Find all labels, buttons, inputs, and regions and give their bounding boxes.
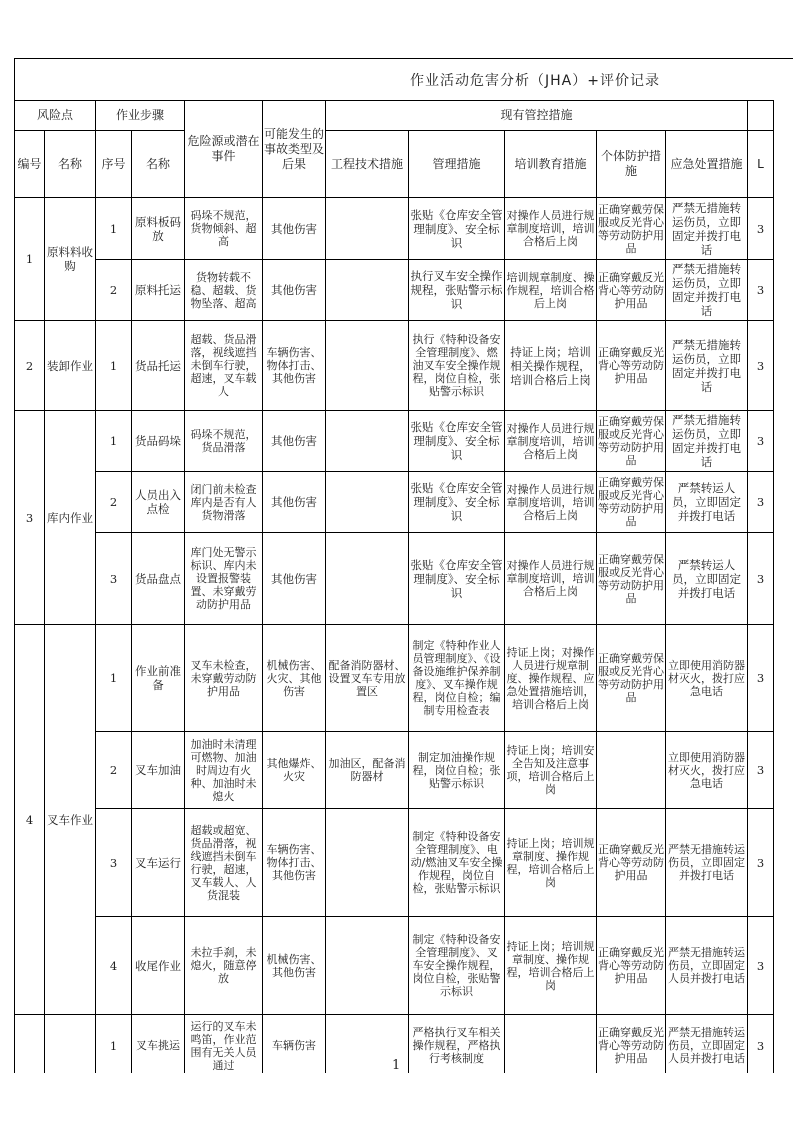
training-cell: 培训规章制度、操作规程，培训合格后上岗 — [505, 260, 597, 321]
l-cell: 3 — [748, 472, 774, 533]
accident-cell: 车辆伤害、物体打击、其他伤害 — [263, 321, 326, 411]
l-cell: 3 — [748, 732, 774, 809]
hazard-cell: 码垛不规范，货品滑落 — [185, 411, 263, 472]
l-cell: 3 — [748, 321, 774, 411]
emergency-cell: 立即使用消防器材灭火，拨打应急电话 — [666, 625, 748, 732]
step-seq: 2 — [96, 732, 132, 809]
table-row — [15, 732, 774, 809]
accident-cell: 机械伤害、其他伤害 — [263, 917, 326, 1015]
accident-cell: 机械伤害、火灾、其他伤害 — [263, 625, 326, 732]
l-cell: 3 — [748, 917, 774, 1015]
training-cell: 持证上岗；培训规章制度、操作规程，培训合格后上岗 — [505, 809, 597, 917]
header-seq: 序号 — [96, 131, 132, 198]
l-cell: 3 — [748, 809, 774, 917]
step-name: 人员出入点检 — [132, 472, 185, 533]
accident-cell: 其他伤害 — [263, 198, 326, 260]
management-cell: 制定《特种作业人员管理制度》、《设备设施维护保养制度》、叉车操作规程，岗位自检；编制专用检查表 — [409, 625, 505, 732]
ppe-cell: 正确穿戴反光背心等劳动防护用品 — [597, 809, 666, 917]
hazard-cell: 超载或超宽、货品滑落，视线遮挡未倒车行驶，超速，叉车载人、人货混装 — [185, 809, 263, 917]
training-cell: 持证上岗；培训规章制度、操作规程，培训合格后上岗 — [505, 917, 597, 1015]
step-seq: 1 — [96, 411, 132, 472]
hazard-cell: 闭门前未检查库内是否有人 货物滑落 — [185, 472, 263, 533]
header-name: 名称 — [45, 131, 96, 198]
training-cell: 持证上岗；对操作人员进行规章制度、操作规程、应急处置措施培训，培训合格后上岗 — [505, 625, 597, 732]
header-work-steps: 作业步骤 — [96, 101, 185, 131]
emergency-cell: 严禁转运人员，立即固定并拨打电话 — [666, 533, 748, 625]
training-cell: 持证上岗；培训相关操作规程，培训合格后上岗 — [505, 321, 597, 411]
group-no: 2 — [15, 321, 45, 411]
group-no: 4 — [15, 625, 45, 1015]
step-name: 货品盘点 — [132, 533, 185, 625]
step-name: 叉车运行 — [132, 809, 185, 917]
management-cell: 张贴《仓库安全管理制度》、安全标识 — [409, 411, 505, 472]
header-ppe: 个体防护措施 — [597, 131, 666, 198]
header-existing-controls: 现有管控措施 — [326, 101, 748, 131]
accident-cell: 其他伤害 — [263, 411, 326, 472]
header-step-name: 名称 — [132, 131, 185, 198]
ppe-cell: 正确穿戴劳保服或反光背心等劳动防护用品 — [597, 625, 666, 732]
title-row-border — [14, 58, 793, 100]
management-cell: 执行叉车安全操作规程，张贴警示标识 — [409, 260, 505, 321]
header-row-1 — [15, 101, 774, 131]
ppe-cell — [597, 732, 666, 809]
management-cell: 制定《特种设备安全管理制度》、电动/燃油叉车安全操作规程，岗位自检，张贴警示标识 — [409, 809, 505, 917]
step-seq: 3 — [96, 809, 132, 917]
emergency-cell: 严禁无措施转运伤员，立即固定人员并拨打电话 — [666, 1015, 748, 1077]
hazard-cell: 货物转载不稳、超载、货物坠落、超高 — [185, 260, 263, 321]
engineering-cell — [326, 533, 409, 625]
management-cell: 张贴《仓库安全管理制度》、安全标识 — [409, 533, 505, 625]
emergency-cell: 严禁无措施转运伤员，立即固定并拨打电话 — [666, 321, 748, 411]
emergency-cell: 严禁无措施转运伤员，立即固定并拨打电话 — [666, 198, 748, 260]
step-name: 货品码垛 — [132, 411, 185, 472]
page-number: 1 — [392, 1058, 401, 1073]
accident-cell: 其他伤害 — [263, 260, 326, 321]
page-bottom-margin — [0, 1073, 793, 1133]
engineering-cell — [326, 917, 409, 1015]
header-hazard: 危险源或潜在事件 — [185, 101, 263, 198]
table-row — [15, 411, 774, 472]
emergency-cell: 严禁无措施转运伤员，立即固定并拨打电话 — [666, 809, 748, 917]
training-cell: 持证上岗；培训安全告知及注意事项，培训合格后上岗 — [505, 732, 597, 809]
training-cell — [505, 1015, 597, 1077]
accident-cell: 其他爆炸、火灾 — [263, 732, 326, 809]
emergency-cell: 严禁无措施转运伤员，立即固定人员并拨打电话 — [666, 917, 748, 1015]
group-name: 原料料收购 — [45, 198, 96, 321]
l-cell: 3 — [748, 411, 774, 472]
step-name: 叉车加油 — [132, 732, 185, 809]
table-row — [15, 472, 774, 533]
group-name: 装卸作业 — [45, 321, 96, 411]
ppe-cell: 正确穿戴劳保服或反光背心等劳动防护用品 — [597, 411, 666, 472]
table-row — [15, 260, 774, 321]
management-cell: 执行《特种设备安全管理制度》、燃油叉车安全操作规程，岗位自检，张贴警示标识 — [409, 321, 505, 411]
table-row — [15, 625, 774, 732]
engineering-cell — [326, 321, 409, 411]
step-seq: 1 — [96, 321, 132, 411]
emergency-cell: 严禁转运人员，立即固定并拨打电话 — [666, 472, 748, 533]
step-name: 叉车挑运 — [132, 1015, 185, 1077]
table-row — [15, 809, 774, 917]
management-cell: 制定《特种设备安全管理制度》、叉车安全操作规程，岗位自检，张贴警示标识 — [409, 917, 505, 1015]
training-cell: 对操作人员进行规章制度培训，培训合格后上岗 — [505, 472, 597, 533]
step-seq: 3 — [96, 533, 132, 625]
ppe-cell: 正确穿戴反光背心等劳动防护用品 — [597, 917, 666, 1015]
step-name: 货品托运 — [132, 321, 185, 411]
header-risk-point: 风险点 — [15, 101, 96, 131]
header-blank — [748, 101, 774, 131]
jha-table — [14, 100, 774, 1097]
l-cell: 3 — [748, 260, 774, 321]
header-training: 培训教育措施 — [505, 131, 597, 198]
step-seq: 4 — [96, 917, 132, 1015]
header-management: 管理措施 — [409, 131, 505, 198]
ppe-cell: 正确穿戴劳保服或反光背心等劳动防护用品 — [597, 472, 666, 533]
emergency-cell: 严禁无措施转运伤员，立即固定并拨打电话 — [666, 260, 748, 321]
header-row-2 — [15, 131, 774, 198]
header-accident-type: 可能发生的事故类型及后果 — [263, 101, 326, 198]
management-cell: 制定加油操作规程，岗位自检；张贴警示标识 — [409, 732, 505, 809]
management-cell: 张贴《仓库安全管理制度》、安全标识 — [409, 198, 505, 260]
engineering-cell — [326, 809, 409, 917]
accident-cell: 车辆伤害、物体打击、其他伤害 — [263, 809, 326, 917]
step-seq: 2 — [96, 260, 132, 321]
hazard-cell: 未拉手刹，未熄火，随意停放 — [185, 917, 263, 1015]
header-emergency: 应急处置措施 — [666, 131, 748, 198]
training-cell: 对操作人员进行规章制度培训，培训合格后上岗 — [505, 411, 597, 472]
step-name: 作业前准备 — [132, 625, 185, 732]
l-cell: 3 — [748, 625, 774, 732]
step-name: 原料板码放 — [132, 198, 185, 260]
hazard-cell: 运行的叉车未鸣笛，作业范围有无关人员通过 — [185, 1015, 263, 1077]
training-cell: 对操作人员进行规章制度培训，培训合格后上岗 — [505, 533, 597, 625]
ppe-cell: 正确穿戴劳保服或反光背心等劳动防护用品 — [597, 533, 666, 625]
document-title: 作业活动危害分析（JHA）+评价记录 — [410, 73, 660, 89]
accident-cell: 其他伤害 — [263, 533, 326, 625]
table-row — [15, 533, 774, 625]
group-no: 3 — [15, 411, 45, 625]
table-row — [15, 198, 774, 260]
header-l: L — [748, 131, 774, 198]
engineering-cell — [326, 411, 409, 472]
engineering-cell — [326, 198, 409, 260]
ppe-cell: 正确穿戴劳保服或反光背心等劳动防护用品 — [597, 198, 666, 260]
header-no: 编号 — [15, 131, 45, 198]
engineering-cell: 配备消防器材、设置叉车专用放置区 — [326, 625, 409, 732]
ppe-cell: 正确穿戴反光背心等劳动防护用品 — [597, 260, 666, 321]
training-cell: 对操作人员进行规章制度培训，培训合格后上岗 — [505, 198, 597, 260]
step-seq: 1 — [96, 198, 132, 260]
accident-cell: 其他伤害 — [263, 472, 326, 533]
hazard-cell: 码垛不规范，货物倾斜、超高 — [185, 198, 263, 260]
table-row — [15, 917, 774, 1015]
table-row — [15, 321, 774, 411]
group-name: 叉车作业 — [45, 625, 96, 1015]
group-name: 库内作业 — [45, 411, 96, 625]
engineering-cell — [326, 260, 409, 321]
step-seq: 1 — [96, 1015, 132, 1077]
ppe-cell: 正确穿戴反光背心等劳动防护用品 — [597, 321, 666, 411]
accident-cell: 车辆伤害 — [263, 1015, 326, 1077]
emergency-cell: 立即使用消防器材灭火，拨打应急电话 — [666, 732, 748, 809]
group-no: 1 — [15, 198, 45, 321]
step-name: 收尾作业 — [132, 917, 185, 1015]
step-name: 原料托运 — [132, 260, 185, 321]
step-seq: 1 — [96, 625, 132, 732]
header-engineering: 工程技术措施 — [326, 131, 409, 198]
l-cell: 3 — [748, 198, 774, 260]
step-seq: 2 — [96, 472, 132, 533]
ppe-cell: 正确穿戴反光背心等劳动防护用品 — [597, 1015, 666, 1077]
hazard-cell: 超载、货品滑落，视线遮挡未倒车行驶，超速，叉车载人 — [185, 321, 263, 411]
hazard-cell: 加油时未清理可燃物、加油时周边有火种、加油时未熄火 — [185, 732, 263, 809]
hazard-cell: 库门处无警示标识、库内未设置报警装置、未穿戴劳动防护用品 — [185, 533, 263, 625]
management-cell: 张贴《仓库安全管理制度》、安全标识 — [409, 472, 505, 533]
l-cell: 3 — [748, 533, 774, 625]
management-cell: 严格执行叉车相关操作规程，严格执行考核制度 — [409, 1015, 505, 1077]
engineering-cell: 加油区，配备消防器材 — [326, 732, 409, 809]
l-cell: 3 — [748, 1015, 774, 1077]
hazard-cell: 叉车未检查，未穿戴劳动防护用品 — [185, 625, 263, 732]
emergency-cell: 严禁无措施转运伤员，立即固定并拨打电话 — [666, 411, 748, 472]
engineering-cell — [326, 472, 409, 533]
